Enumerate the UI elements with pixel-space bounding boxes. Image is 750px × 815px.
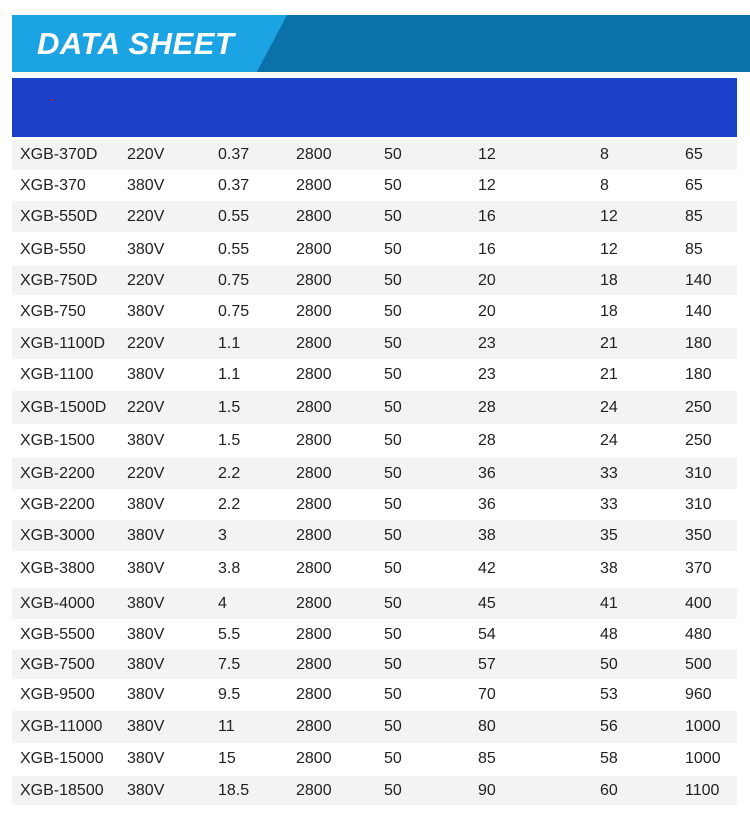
table-cell: XGB-11000: [20, 718, 103, 735]
table-cell: 2800: [296, 718, 332, 735]
table-cell: XGB-1100D: [20, 334, 106, 352]
table-cell: 0.75: [218, 303, 250, 320]
table-cell: 12: [600, 240, 618, 258]
table-cell: XGB-7500: [20, 655, 95, 673]
table-cell: 21: [600, 366, 618, 383]
table-cell: 380V: [127, 718, 165, 735]
table-cell: 36: [478, 496, 496, 513]
table-cell: 38: [600, 560, 618, 577]
page-title: DATA SHEET: [37, 26, 235, 61]
table-row: [12, 620, 737, 649]
table-cell: 11: [218, 718, 235, 735]
table-row: [12, 328, 737, 359]
table-cell: XGB-9500: [20, 686, 95, 703]
table-cell: 53: [600, 686, 618, 703]
table-cell: XGB-750: [20, 303, 86, 320]
table-cell: 18.5: [218, 781, 250, 799]
table-cell: 380V: [127, 655, 165, 673]
table-row: [12, 458, 737, 489]
table-cell: 2800: [296, 432, 332, 449]
table-cell: 38: [478, 526, 496, 544]
table-cell: 220V: [127, 271, 165, 289]
table-cell: XGB-2200: [20, 496, 95, 513]
table-cell: XGB-18500: [20, 781, 104, 799]
table-cell: 2800: [296, 750, 332, 767]
table-cell: 50: [384, 432, 402, 449]
table-row: [12, 426, 737, 456]
table-cell: 80: [478, 718, 496, 735]
table-cell: 2800: [296, 176, 332, 194]
table-cell: 41: [600, 594, 618, 612]
table-cell: 960: [685, 686, 712, 703]
table-cell: 2800: [296, 464, 332, 482]
table-cell: 85: [685, 207, 703, 225]
table-cell: 4: [218, 594, 227, 612]
table-cell: 50: [384, 750, 402, 767]
table-cell: 23: [478, 366, 496, 383]
table-cell: 2800: [296, 366, 332, 383]
table-cell: XGB-3800: [20, 560, 95, 577]
table-cell: 2800: [296, 625, 332, 643]
table-cell: 310: [685, 464, 712, 482]
table-cell: 50: [384, 464, 402, 482]
table-cell: 0.55: [218, 240, 250, 258]
header-dot-mark: [51, 99, 53, 101]
table-cell: 1.1: [218, 366, 241, 383]
table-row: [12, 776, 737, 805]
table-cell: 70: [478, 686, 496, 703]
table-row: [12, 297, 737, 327]
table-cell: 50: [384, 496, 402, 513]
table-row: [12, 744, 737, 774]
table-cell: 9.5: [218, 686, 241, 703]
table-cell: 24: [600, 432, 618, 449]
table-cell: 2800: [296, 207, 332, 225]
table-cell: XGB-370D: [20, 146, 98, 163]
table-row: [12, 234, 737, 265]
table-cell: 380V: [127, 526, 165, 544]
table-cell: 15: [218, 750, 236, 767]
table-cell: 23: [478, 334, 496, 352]
table-cell: 28: [478, 432, 496, 449]
table-cell: 50: [384, 207, 402, 225]
table-cell: 2800: [296, 334, 332, 352]
table-cell: 0.55: [218, 207, 250, 225]
table-cell: 250: [685, 398, 712, 416]
table-cell: 54: [478, 625, 496, 643]
table-cell: 1100: [685, 781, 720, 799]
table-cell: 12: [478, 146, 496, 163]
table-cell: 0.37: [218, 146, 250, 163]
table-cell: 380V: [127, 240, 165, 258]
table-cell: 1.1: [218, 334, 241, 352]
table-cell: 16: [478, 240, 496, 258]
table-cell: 220V: [127, 398, 165, 416]
table-cell: 380V: [127, 594, 165, 612]
table-row: [12, 391, 737, 424]
table-cell: 50: [384, 625, 402, 643]
table-cell: 380V: [127, 625, 165, 643]
table-cell: 380V: [127, 560, 165, 577]
table-cell: 0.75: [218, 271, 250, 289]
table-cell: 2800: [296, 146, 332, 163]
table-cell: 380V: [127, 432, 165, 449]
table-cell: 50: [384, 686, 402, 703]
table-cell: 21: [600, 334, 618, 352]
table-cell: XGB-550: [20, 240, 86, 258]
table-cell: 220V: [127, 146, 165, 163]
table-cell: 50: [600, 655, 618, 673]
table-row: [12, 490, 737, 520]
table-cell: 50: [384, 366, 402, 383]
table-cell: 2800: [296, 686, 332, 703]
table-cell: 58: [600, 750, 618, 767]
table-row: [12, 711, 737, 743]
table-cell: 1.5: [218, 432, 241, 449]
table-cell: 57: [478, 655, 496, 673]
table-cell: 140: [685, 271, 712, 289]
table-cell: 0.37: [218, 176, 250, 194]
table-cell: 50: [384, 526, 402, 544]
table-cell: 50: [384, 655, 402, 673]
table-cell: 1000: [685, 718, 721, 735]
table-cell: 380V: [127, 366, 165, 383]
table-row: [12, 201, 737, 232]
table-cell: 7.5: [218, 655, 241, 673]
table-cell: 12: [600, 207, 618, 225]
table-cell: 180: [685, 334, 712, 352]
table-cell: 50: [384, 398, 402, 416]
table-cell: 33: [600, 496, 618, 513]
table-cell: XGB-1100: [20, 366, 94, 383]
table-cell: XGB-3000: [20, 526, 95, 544]
table-cell: 220V: [127, 334, 165, 352]
table-row: [12, 520, 737, 551]
table-cell: 12: [478, 176, 496, 194]
table-cell: XGB-1500D: [20, 398, 107, 416]
table-row: [12, 140, 737, 170]
table-cell: 400: [685, 594, 712, 612]
table-cell: 2800: [296, 398, 332, 416]
table-cell: 250: [685, 432, 712, 449]
table-cell: 24: [600, 398, 618, 416]
table-cell: 50: [384, 781, 402, 799]
table-cell: 8: [600, 146, 609, 163]
table-cell: 2800: [296, 594, 332, 612]
table-cell: 33: [600, 464, 618, 482]
table-cell: 2800: [296, 496, 332, 513]
table-cell: 2.2: [218, 464, 241, 482]
table-row: [12, 266, 737, 295]
table-cell: 85: [478, 750, 496, 767]
table-cell: 50: [384, 271, 402, 289]
table-cell: 36: [478, 464, 496, 482]
table-row: [12, 171, 737, 200]
table-cell: 310: [685, 496, 712, 513]
table-cell: XGB-750D: [20, 271, 98, 289]
table-cell: 50: [384, 146, 402, 163]
table-cell: 50: [384, 303, 402, 320]
table-cell: 2800: [296, 526, 332, 544]
table-cell: 28: [478, 398, 496, 416]
table-row: [12, 588, 737, 619]
table-cell: 2800: [296, 271, 332, 289]
table-cell: 65: [685, 176, 703, 194]
table-cell: 380V: [127, 496, 165, 513]
table-cell: 2800: [296, 781, 332, 799]
table-cell: 50: [384, 560, 402, 577]
table-cell: 18: [600, 271, 618, 289]
table-cell: 42: [478, 560, 496, 577]
table-cell: 90: [478, 781, 496, 799]
table-cell: 56: [600, 718, 618, 735]
table-cell: XGB-550D: [20, 207, 98, 225]
table-cell: XGB-370: [20, 176, 86, 194]
table-cell: 85: [685, 240, 703, 258]
table-header: [12, 78, 737, 137]
table-cell: 48: [600, 625, 618, 643]
table-cell: 1000: [685, 750, 721, 767]
table-row: [12, 360, 737, 390]
table-cell: 18: [600, 303, 618, 320]
table-cell: 500: [685, 655, 712, 673]
table-cell: 16: [478, 207, 496, 225]
table-cell: 35: [600, 526, 618, 544]
table-cell: 480: [685, 625, 712, 643]
table-cell: XGB-15000: [20, 750, 104, 767]
table-cell: 50: [384, 240, 402, 258]
table-cell: 8: [600, 176, 609, 194]
table-row: [12, 650, 737, 679]
table-cell: 370: [685, 560, 712, 577]
table-cell: 20: [478, 303, 496, 320]
table-cell: XGB-1500: [20, 432, 95, 449]
table-cell: 350: [685, 526, 712, 544]
data-sheet-banner: [12, 15, 750, 72]
table-cell: 2.2: [218, 496, 241, 513]
table-cell: 2800: [296, 303, 332, 320]
table-cell: 2800: [296, 240, 332, 258]
table-cell: 3.8: [218, 560, 241, 577]
table-cell: 380V: [127, 176, 165, 194]
table-row: [12, 680, 737, 710]
table-cell: XGB-5500: [20, 625, 95, 643]
table-cell: 50: [384, 594, 402, 612]
table-cell: XGB-4000: [20, 594, 95, 612]
table-cell: 2800: [296, 655, 332, 673]
table-cell: 50: [384, 176, 402, 194]
table-cell: 1.5: [218, 398, 241, 416]
table-cell: 220V: [127, 207, 165, 225]
table-cell: 5.5: [218, 625, 241, 643]
table-cell: XGB-2200: [20, 464, 95, 482]
table-cell: 220V: [127, 464, 165, 482]
table-cell: 380V: [127, 750, 165, 767]
table-cell: 380V: [127, 686, 165, 703]
table-cell: 180: [685, 366, 712, 383]
table-cell: 60: [600, 781, 618, 799]
table-cell: 65: [685, 146, 703, 163]
table-cell: 50: [384, 334, 402, 352]
table-cell: 2800: [296, 560, 332, 577]
table-cell: 380V: [127, 781, 165, 799]
table-cell: 3: [218, 526, 227, 544]
table-cell: 50: [384, 718, 402, 735]
table-cell: 45: [478, 594, 496, 612]
table-cell: 380V: [127, 303, 165, 320]
table-cell: 20: [478, 271, 496, 289]
table-cell: 140: [685, 303, 712, 320]
table-row: [12, 552, 737, 586]
